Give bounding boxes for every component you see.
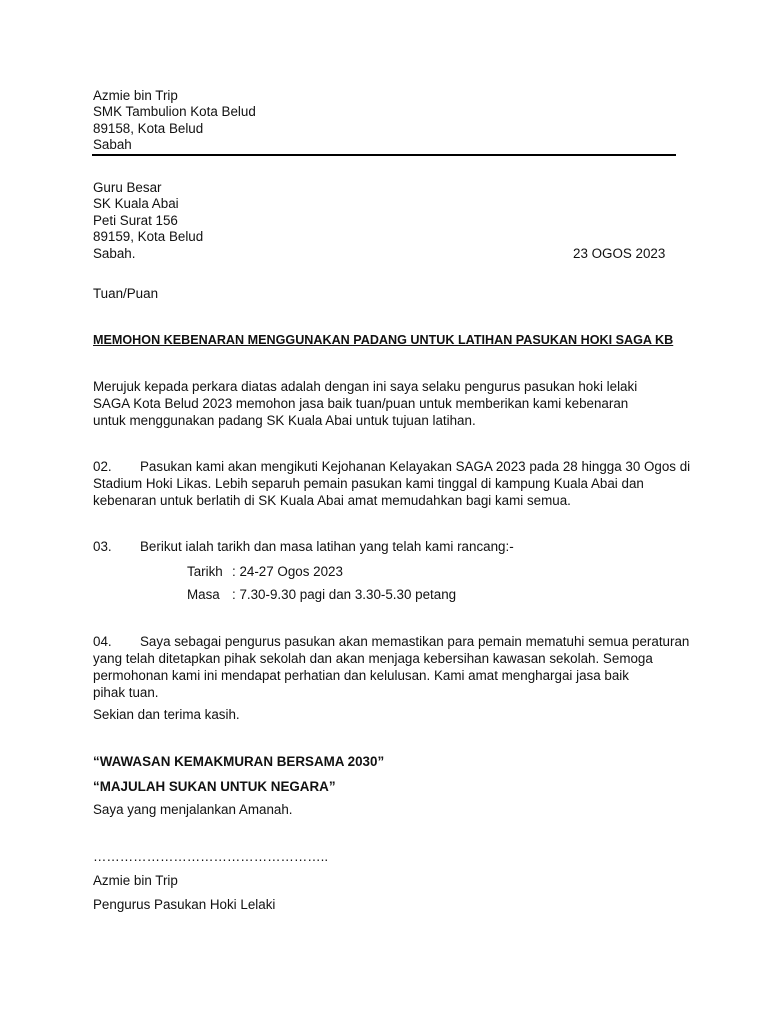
sender-name: Azmie bin Trip	[93, 88, 178, 103]
sender-state: Sabah	[93, 137, 132, 152]
slogan-wawasan: “WAWASAN KEMAKMURAN BERSAMA 2030”	[93, 754, 385, 769]
sender-postcode-city: 89158, Kota Belud	[93, 121, 204, 136]
signatory-position: Pengurus Pasukan Hoki Lelaki	[93, 897, 276, 912]
paragraph-2-body: Stadium Hoki Likas. Lebih separuh pemain pasukan kami tinggal di kampung Kuala Abai dan kebenaran untuk berlatih di SK Kuala Abai amat memudahkan bagi kami semua.	[93, 476, 644, 508]
paragraph-3-number: 03.	[93, 539, 112, 554]
salutation: Tuan/Puan	[93, 286, 159, 301]
signatory-name: Azmie bin Trip	[93, 873, 178, 888]
slogan-majulah-sukan: “MAJULAH SUKAN UNTUK NEGARA”	[93, 779, 336, 794]
sender-school: SMK Tambulion Kota Belud	[93, 104, 256, 119]
schedule-time-value: : 7.30-9.30 pagi dan 3.30-5.30 petang	[232, 587, 457, 602]
recipient-postcode-city: 89159, Kota Belud	[93, 229, 204, 244]
paragraph-4-first-line: Saya sebagai pengurus pasukan akan memastikan para pemain mematuhi semua peraturan	[140, 634, 690, 649]
recipient-state: Sabah.	[93, 246, 136, 261]
schedule-date-label: Tarikh	[187, 564, 223, 579]
paragraph-2-number: 02.	[93, 459, 112, 474]
recipient-po-box: Peti Surat 156	[93, 213, 178, 228]
schedule-date-value: : 24-27 Ogos 2023	[232, 564, 343, 579]
closing-text: Sekian dan terima kasih.	[93, 707, 240, 722]
recipient-title: Guru Besar	[93, 180, 162, 195]
trust-line: Saya yang menjalankan Amanah.	[93, 802, 293, 817]
letter-subject: MEMOHON KEBENARAN MENGGUNAKAN PADANG UNTUK LATIHAN PASUKAN HOKI SAGA KB	[93, 333, 674, 347]
paragraph-4-body: yang telah ditetapkan pihak sekolah dan akan menjaga kebersihan kawasan sekolah. Semoga permohonan kami ini mendapat perhatian dan kelulusan. Kami amat menghargai jasa baik pihak tuan.	[93, 651, 653, 700]
paragraph-4-number: 04.	[93, 634, 112, 649]
recipient-school: SK Kuala Abai	[93, 196, 179, 211]
schedule-time-label: Masa	[187, 587, 220, 602]
signature-line: ……………………………………………..	[93, 849, 329, 864]
paragraph-2-first-line: Pasukan kami akan mengikuti Kejohanan Kelayakan SAGA 2023 pada 28 hingga 30 Ogos di	[140, 459, 691, 474]
letter-date: 23 OGOS 2023	[573, 246, 666, 261]
header-divider	[92, 154, 676, 156]
paragraph-1: Merujuk kepada perkara diatas adalah dengan ini saya selaku pengurus pasukan hoki lelaki SAGA Kota Belud 2023 memohon jasa baik tuan/puan untuk memberikan kami kebenaran untuk menggunakan padang SK Kuala Abai untuk tujuan latihan.	[93, 379, 638, 428]
paragraph-3-text: Berikut ialah tarikh dan masa latihan yang telah kami rancang:-	[140, 539, 514, 554]
